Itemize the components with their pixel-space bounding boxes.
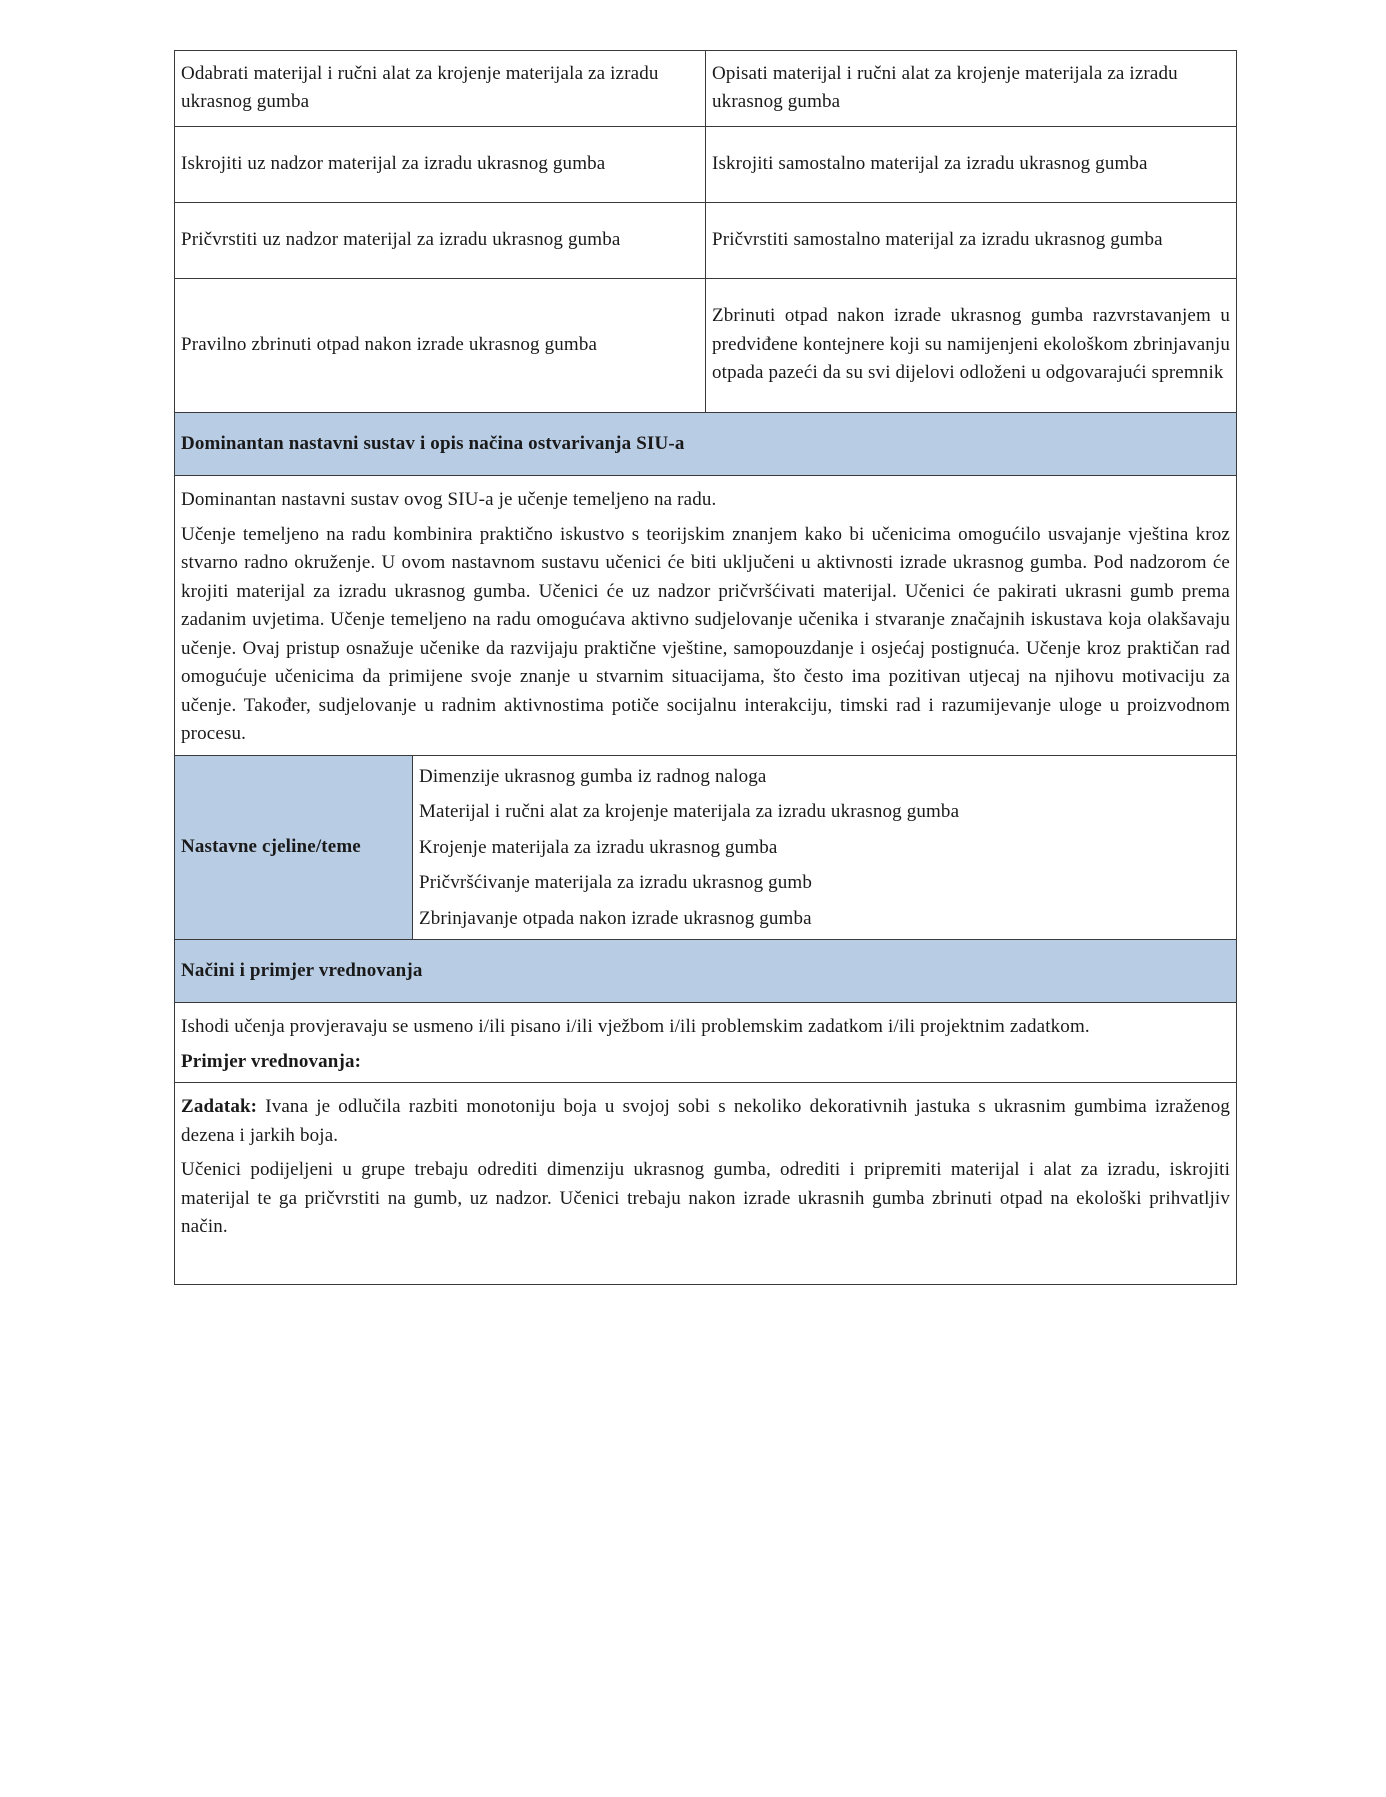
task-instructions: Učenici podijeljeni u grupe trebaju odrediti dimenziju ukrasnog gumba, odrediti i pripremiti materijal i alat za izradu, iskrojiti materijal te ga pričvrstiti na gumb, uz nadzor. Učenici trebaju nakon izrade ukrasnih gumba zbrinuti otpad na ekološki prihvatljiv način. [181,1159,1231,1237]
outcome-left-cell: Pričvrstiti uz nadzor materijal za izradu ukrasnog gumba [175,203,706,279]
topic-item: Dimenzije ukrasnog gumba iz radnog naloga [419,765,767,787]
evaluation-header-row [175,940,1237,1003]
task-label: Zadatak: [181,1096,258,1117]
teaching-system-body-row [175,476,1237,756]
evaluation-methods-row [175,1003,1237,1083]
outcome-left-cell: Iskrojiti uz nadzor materijal za izradu ukrasnog gumba [175,127,706,203]
topics-list [413,755,1237,940]
outcome-right-cell: Pričvrstiti samostalno materijal za izradu ukrasnog gumba [706,203,1237,279]
topic-item: Materijal i ručni alat za krojenje materijala za izradu ukrasnog gumba [419,801,960,822]
topics-label: Nastavne cjeline/teme [175,755,413,940]
outcome-right-cell: Opisati materijal i ručni alat za krojenje materijala za izradu ukrasnog gumba [706,51,1237,127]
topic-item: Pričvršćivanje materijala za izradu ukrasnog gumb [419,872,813,893]
evaluation-methods-cell [175,1003,1237,1083]
topic-item: Krojenje materijala za izradu ukrasnog gumba [419,836,778,858]
outcome-row [175,51,1237,127]
outcome-left-cell: Odabrati materijal i ručni alat za krojenje materijala za izradu ukrasnog gumba [175,51,706,127]
teaching-system-intro: Dominantan nastavni sustav ovog SIU-a je učenje temeljeno na radu. [181,489,717,510]
task-text: Ivana je odlučila razbiti monotoniju boja u svojoj sobi s nekoliko dekorativnih jastuka s ukrasnim gumbima izraženog dezena i jarkih boja. [181,1096,1231,1146]
evaluation-methods-text: Ishodi učenja provjeravaju se usmeno i/ili pisano i/ili vježbom i/ili problemskim zadatkom i/ili projektnim zadatkom. [181,1016,1090,1037]
document-page [174,50,1236,1285]
teaching-system-description [175,476,1237,756]
outcome-row [175,127,1237,203]
topics-row [175,755,1237,940]
evaluation-heading: Načini i primjer vrednovanja [175,940,1237,1003]
evaluation-task-row [175,1083,1237,1285]
task-description [181,1093,1230,1150]
teaching-system-header-row [175,413,1237,476]
outcome-row [175,203,1237,279]
outcome-right-cell: Iskrojiti samostalno materijal za izradu ukrasnog gumba [706,127,1237,203]
teaching-system-heading: Dominantan nastavni sustav i opis načina ostvarivanja SIU-a [175,413,1237,476]
evaluation-example-label: Primjer vrednovanja: [181,1050,362,1072]
curriculum-table [174,50,1237,1285]
topic-item: Zbrinjavanje otpada nakon izrade ukrasnog gumba [419,907,812,929]
evaluation-task-cell [175,1083,1237,1285]
outcome-left-cell: Pravilno zbrinuti otpad nakon izrade ukrasnog gumba [175,279,706,413]
outcome-right-cell: Zbrinuti otpad nakon izrade ukrasnog gumba razvrstavanjem u predviđene kontejnere koji su namijenjeni ekološkom zbrinjavanju otpada pazeći da su svi dijelovi odloženi u odgovarajući spremnik [706,279,1237,413]
outcome-row [175,279,1237,413]
teaching-system-paragraph: Učenje temeljeno na radu kombinira praktično iskustvo s teorijskim znanjem kako bi učenicima omogućilo usvajanje vještina kroz stvarno radno okruženje. U ovom nastavnom sustavu učenici će biti uključeni u aktivnosti izrade ukrasnog gumba. Pod nadzorom će krojiti materijal za izradu ukrasnog gumba. Učenici će uz nadzor pričvršćivati materijal. Učenici će pakirati ukrasni gumb prema zadanim uvjetima. Učenje temeljeno na radu omogućava aktivno sudjelovanje učenika i stvaranje značajnih iskustava koja olakšavaju učenje. Ovaj pristup osnažuje učenike da razvijaju praktične vještine, samopouzdanje i osjećaj postignuća. Učenje kroz praktičan rad omogućuje učenicima da primijene svoje znanje u stvarnim situacijama, što često ima pozitivan utjecaj na njihovu motivaciju za učenje. Također, sudjelovanje u radnim aktivnostima potiče socijalnu interakciju, timski rad i razumijevanje uloge u proizvodnom procesu. [181,523,1231,744]
